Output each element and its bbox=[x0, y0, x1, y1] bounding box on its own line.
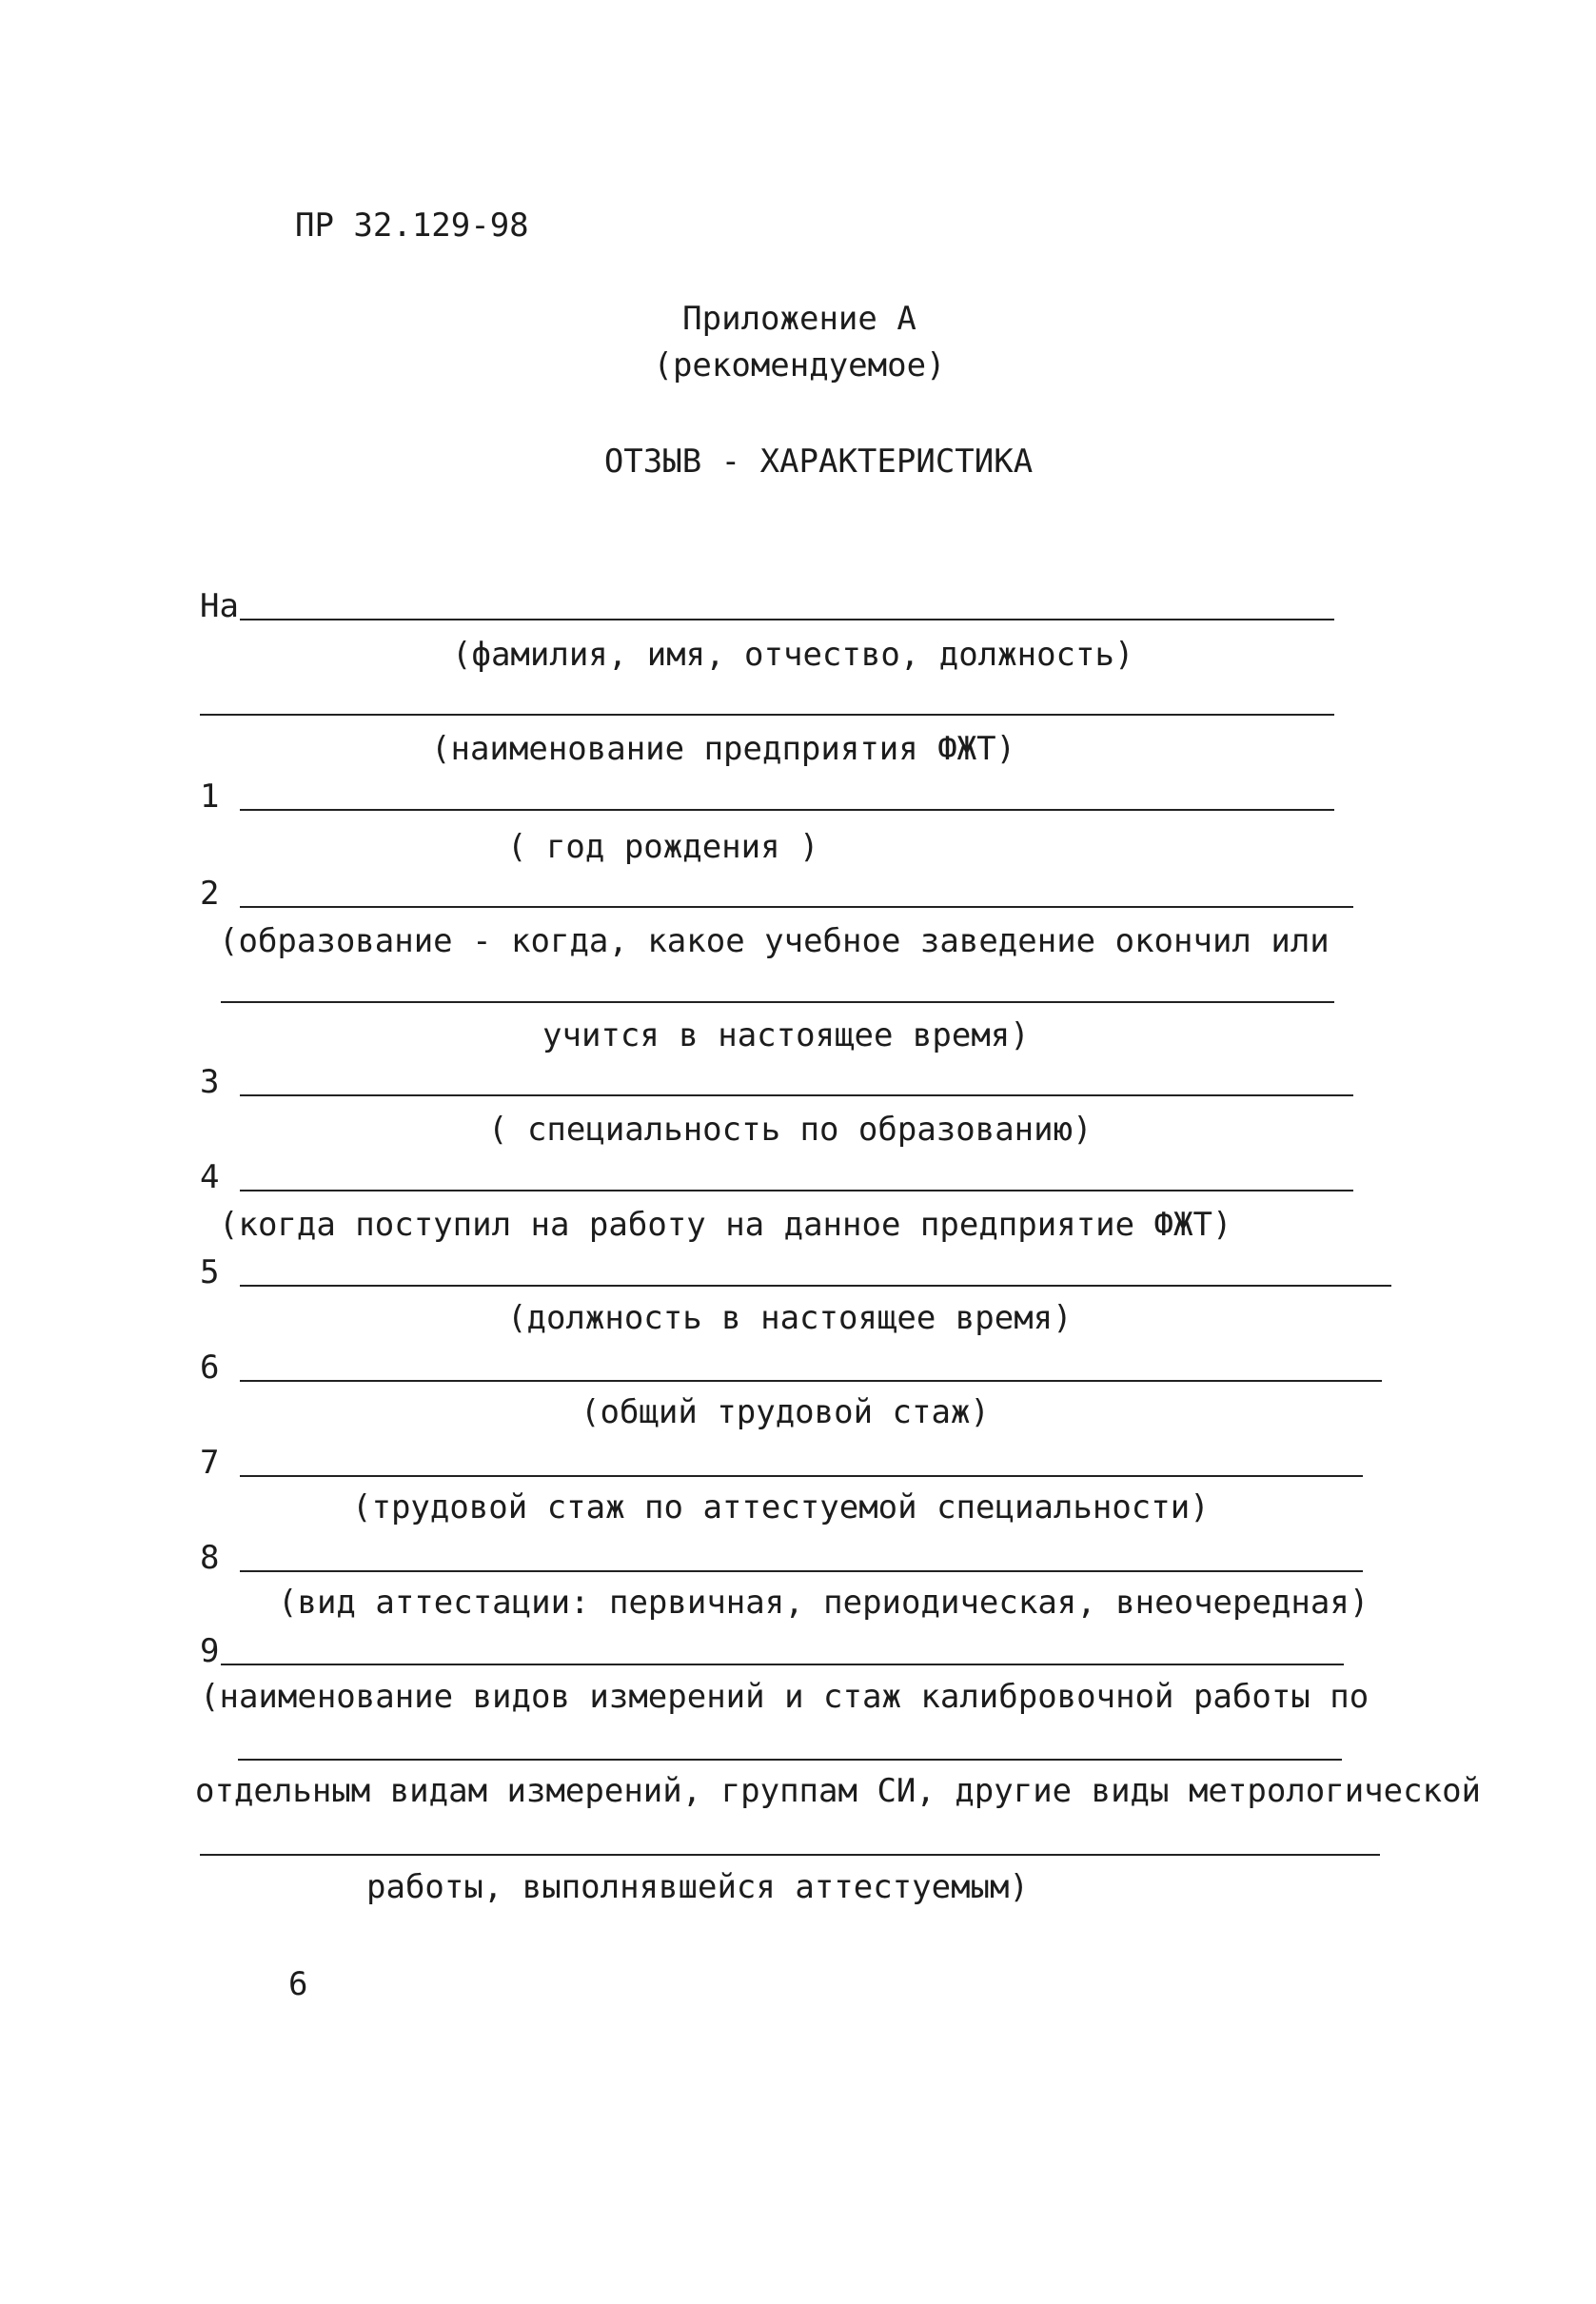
field-caption-6: (общий трудовой стаж) bbox=[581, 1393, 990, 1431]
page-number: 6 bbox=[288, 1965, 308, 2003]
name-line[interactable] bbox=[240, 619, 1334, 620]
caption-organization: (наименование предприятия ФЖТ) bbox=[431, 730, 1016, 768]
field-line-6[interactable] bbox=[240, 1380, 1382, 1382]
field-caption-2b: учится в настоящее время) bbox=[542, 1016, 1030, 1054]
field-caption-1: ( год рождения ) bbox=[507, 828, 819, 866]
field-number-3: 3 bbox=[200, 1063, 220, 1101]
field-number-4: 4 bbox=[200, 1158, 220, 1196]
field-line-9[interactable] bbox=[221, 1664, 1344, 1665]
appendix-status: (рекомендуемое) bbox=[653, 346, 946, 384]
field-line-9b[interactable] bbox=[238, 1759, 1342, 1761]
field-caption-3: ( специальность по образованию) bbox=[488, 1111, 1093, 1149]
field-caption-2: (образование - когда, какое учебное заведение окончил или bbox=[219, 922, 1330, 960]
field-caption-9: (наименование видов измерений и стаж калибровочной работы по bbox=[200, 1678, 1369, 1716]
field-line-5[interactable] bbox=[240, 1285, 1391, 1287]
field-number-2: 2 bbox=[200, 875, 220, 913]
field-line-2[interactable] bbox=[240, 906, 1353, 908]
field-line-4[interactable] bbox=[240, 1190, 1353, 1191]
field-line-9c[interactable] bbox=[200, 1854, 1380, 1856]
organization-line[interactable] bbox=[200, 714, 1334, 716]
form-title: ОТЗЫВ - ХАРАКТЕРИСТИКА bbox=[603, 443, 1034, 481]
field-number-1: 1 bbox=[200, 778, 220, 816]
appendix-title: Приложение А bbox=[682, 300, 916, 338]
field-line-8[interactable] bbox=[240, 1570, 1363, 1572]
to-prefix: На bbox=[200, 587, 239, 625]
field-caption-4: (когда поступил на работу на данное предприятие ФЖТ) bbox=[219, 1206, 1232, 1244]
field-line-2b[interactable] bbox=[221, 1001, 1334, 1003]
field-caption-7: (трудовой стаж по аттестуемой специальности) bbox=[352, 1488, 1210, 1526]
field-number-6: 6 bbox=[200, 1349, 220, 1387]
field-caption-5: (должность в настоящее время) bbox=[507, 1299, 1073, 1337]
field-line-1[interactable] bbox=[240, 809, 1334, 811]
field-number-5: 5 bbox=[200, 1253, 220, 1291]
field-number-8: 8 bbox=[200, 1539, 220, 1577]
field-caption-9c: работы, выполнявшейся аттестуемым) bbox=[366, 1868, 1029, 1906]
field-caption-8: (вид аттестации: первичная, периодическая, внеочередная) bbox=[278, 1584, 1369, 1622]
field-line-3[interactable] bbox=[240, 1094, 1353, 1096]
field-number-9: 9 bbox=[200, 1632, 220, 1670]
field-caption-9b: отдельным видам измерений, группам СИ, другие виды метрологической bbox=[195, 1772, 1482, 1810]
document-code: ПР 32.129-98 bbox=[295, 207, 529, 245]
field-line-7[interactable] bbox=[240, 1475, 1363, 1477]
field-number-7: 7 bbox=[200, 1444, 220, 1482]
caption-fio: (фамилия, имя, отчество, должность) bbox=[452, 636, 1134, 674]
